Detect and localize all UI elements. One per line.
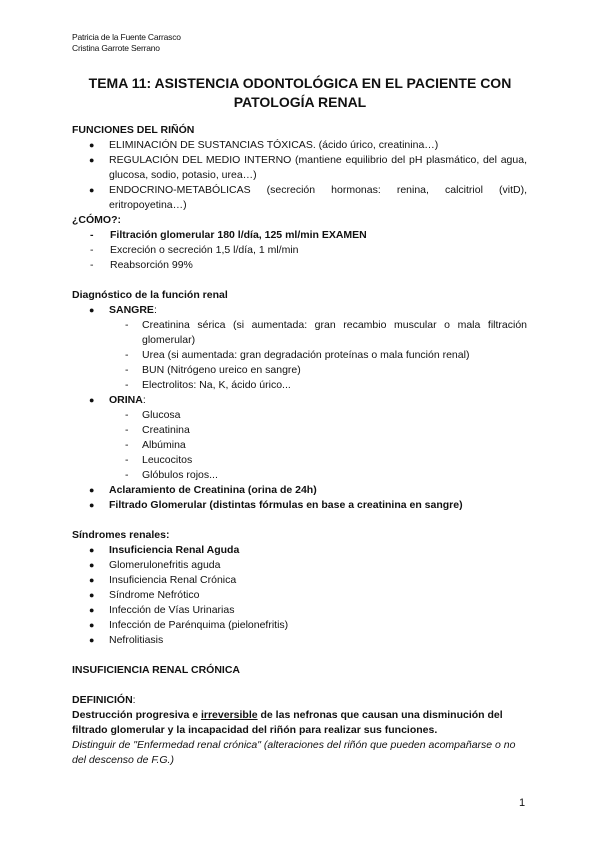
dash-icon: - [125, 364, 129, 376]
list-item: ● Nefrolitiasis [89, 634, 164, 646]
bullet-icon: ● [89, 305, 95, 315]
dash-icon: - [125, 319, 129, 331]
list-item: - Urea (si aumentada: gran degradación proteínas o mala función renal) [125, 349, 470, 361]
list-item: ● Glomerulonefritis aguda [89, 559, 221, 571]
list-item: ● ORINA: [89, 394, 146, 406]
funciones-list [72, 138, 527, 213]
funciones-heading: FUNCIONES DEL RIÑÓN [72, 124, 195, 136]
dash-icon: - [125, 379, 129, 391]
authors [72, 32, 181, 54]
author-2: Cristina Garrote Serrano [72, 43, 160, 53]
dash-icon: - [125, 424, 129, 436]
dash-icon: - [125, 439, 129, 451]
bullet-icon: ● [89, 500, 95, 510]
list-item: - BUN (Nitrógeno ureico en sangre) [125, 364, 301, 376]
bullet-icon: ● [89, 605, 95, 615]
list-item: - Leucocitos [125, 454, 193, 466]
list-item: - Creatinina [125, 424, 190, 436]
list-item: - Electrolitos: Na, K, ácido úrico... [125, 379, 291, 391]
sindromes-list [72, 543, 527, 648]
irc-heading: INSUFICIENCIA RENAL CRÓNICA [72, 664, 241, 676]
list-item: ● REGULACIÓN DEL MEDIO INTERNO (mantiene equilibrio del pH plasmático, del agua, glucosa, sodio, potasio, urea…) [89, 154, 527, 181]
como-list [72, 228, 527, 273]
list-item: - Albúmina [125, 439, 186, 451]
bullet-icon: ● [89, 485, 95, 495]
definicion-note: Distinguir de "Enfermedad renal crónica" (alteraciones del riñón que pueden acompañarse o no del descenso de F.G.) [72, 739, 516, 766]
list-item: ● Insuficiencia Renal Crónica [89, 574, 237, 586]
bullet-icon: ● [89, 560, 95, 570]
bullet-icon: ● [89, 545, 95, 555]
list-item: ● Aclaramiento de Creatinina (orina de 24h) [89, 484, 317, 496]
list-item: ● ELIMINACIÓN DE SUSTANCIAS TÓXICAS. (ácido úrico, creatinina…) [89, 139, 439, 151]
bullet-icon: ● [89, 140, 95, 150]
dash-icon: - [125, 454, 129, 466]
list-item: ● SANGRE: [89, 304, 157, 316]
definicion-text: Destrucción progresiva e irreversible de las nefronas que causan una disminución del filtrado glomerular y la incapacidad del riñón para realizar sus funciones. [72, 709, 503, 736]
sindromes-heading: Síndromes renales: [72, 529, 170, 541]
list-item: - Glucosa [125, 409, 181, 421]
bullet-icon: ● [89, 395, 95, 405]
diagnostico-heading: Diagnóstico de la función renal [72, 289, 228, 301]
bullet-icon: ● [89, 575, 95, 585]
diagnostico-list [72, 303, 527, 513]
bullet-icon: ● [89, 635, 95, 645]
como-heading: ¿CÓMO?: [72, 214, 121, 226]
dash-icon: - [90, 259, 94, 271]
list-item: ● Filtrado Glomerular (distintas fórmulas en base a creatinina en sangre) [89, 499, 463, 511]
list-item: - Creatinina sérica (si aumentada: gran recambio muscular o mala filtración glomerular) [125, 319, 527, 346]
dash-icon: - [90, 229, 94, 241]
dash-icon: - [125, 409, 129, 421]
dash-icon: - [125, 349, 129, 361]
page-title: TEMA 11: ASISTENCIA ODONTOLÓGICA EN EL PACIENTE CON PATOLOGÍA RENAL [88, 75, 512, 110]
document-body [72, 123, 527, 768]
dash-icon: - [125, 469, 129, 481]
author-1: Patricia de la Fuente Carrasco [72, 32, 181, 42]
bullet-icon: ● [89, 590, 95, 600]
list-item: ● Insuficiencia Renal Aguda [89, 544, 240, 556]
list-item: - Glóbulos rojos... [125, 469, 218, 481]
bullet-icon: ● [89, 620, 95, 630]
list-item: ● Síndrome Nefrótico [89, 589, 200, 601]
list-item: ● Infección de Vías Urinarias [89, 604, 235, 616]
definicion-label: DEFINICIÓN: [72, 694, 136, 706]
list-item: ● ENDOCRINO-METABÓLICAS (secreción hormonas: renina, calcitriol (vitD), eritropoyetina…) [89, 184, 527, 211]
list-item: ● Infección de Parénquima (pielonefritis) [89, 619, 289, 631]
list-item: - Filtración glomerular 180 l/día, 125 ml/min EXAMEN [90, 229, 367, 241]
bullet-icon: ● [89, 155, 95, 165]
list-item: - Reabsorción 99% [90, 259, 193, 271]
page-number: 1 [519, 797, 526, 809]
list-item: - Excreción o secreción 1,5 l/día, 1 ml/min [90, 244, 299, 256]
bullet-icon: ● [89, 185, 95, 195]
dash-icon: - [90, 244, 94, 256]
